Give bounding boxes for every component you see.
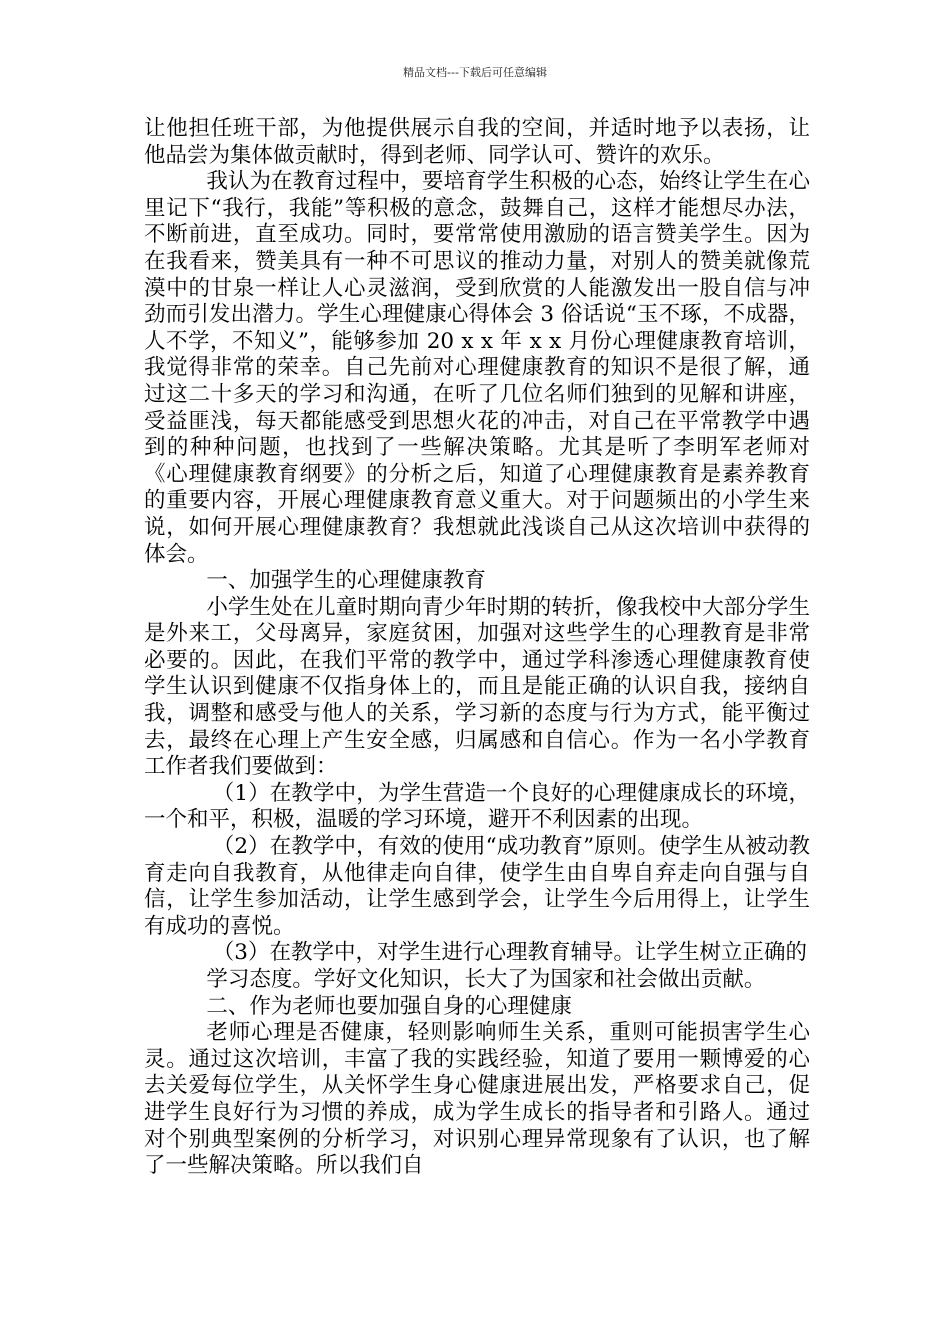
section-heading-student-mental-health: 一、加强学生的心理健康教育 [206,568,486,594]
document-body [144,116,810,1180]
paragraph-praise-continuation: 让他担任班干部，为他提供展示自我的空间，并适时地予以表扬，让他品尝为集体做贡献时，得到老师、同学认可、赞许的欢乐。 [144,116,810,168]
paragraph-teacher-mental-health: 老师心理是否健康，轻则影响师生关系，重则可能损害学生心灵。通过这次培训，丰富了我的实践经验，知道了要用一颗博爱的心去关爱每位学生，从关怀学生身心健康进展出发，严格要求自己，促进学生良好行为习惯的养成，成为学生成长的指导者和引路人。通过对个别典型案例的分析学习，对识别心理异常现象有了认识，也了解了一些解决策略。所以我们自 [144,1020,810,1179]
list-item-1: （1）在教学中，为学生营造一个良好的心理健康成长的环境，一个和平，积极，温暖的学习环境，避开不利因素的出现。 [144,780,810,833]
paragraph-positive-mindset: 我认为在教育过程中，要培育学生积极的心态，始终让学生在心里记下“我行，我能”等积极的意念，鼓舞自己，这样才能想尽办法，不断前进，直至成功。同时，要常常使用激励的语言赞美学生。因为在我看来，赞美具有一种不可思议的推动力量，对别人的赞美就像荒漠中的甘泉一样让人心灵滋润，受到欣赏的人能激发出一股自信与冲劲而引发出潜力。学生心理健康心得体会 3 俗话说“玉不琢，不成器，人不学，不知义”，能够参加 20 x x 年 x x 月份心理健康教育培训，我觉得非常的荣幸。自己先前对心理健康教育的知识不是很了解，通过这二十多天的学习和沟通，在听了几位名师们独到的见解和讲座，受益匪浅，每天都能感受到思想火花的冲击，对自己在平常教学中遇到的种种问题，也找到了一些解决策略。尤其是听了李明军老师对《心理健康教育纲要》的分析之后，知道了心理健康教育是素养教育的重要内容，开展心理健康教育意义重大。对于问题频出的小学生来说，如何开展心理健康教育？我想就此浅谈自己从这次培训中获得的体会。 [144,169,810,567]
paragraph-student-transition: 小学生处在儿童时期向青少年时期的转折，像我校中大部分学生是外来工，父母离异，家庭贫困，加强对这些学生的心理教育是非常必要的。因此，在我们平常的教学中，通过学科渗透心理健康教育使学生认识到健康不仅指身体上的，而且是能正确的认识自我，接纳自我，调整和感受与他人的关系，学习新的态度与行为方式，能平衡过去，最终在心理上产生安全感，归属感和自信心。作为一名小学教育工作者我们要做到： [144,594,810,780]
list-item-3: （3）在教学中，对学生进行心理教育辅导。让学生树立正确的 [212,940,807,966]
list-item-3-continuation: 学习态度。学好文化知识，长大了为国家和社会做出贡献。 [206,967,766,992]
section-heading-teacher-mental-health: 二、作为老师也要加强自身的心理健康 [206,993,572,1019]
page-header: 精品文档---下载后可任意编辑 [403,66,547,79]
list-item-2: （2）在教学中，有效的使用“成功教育”原则。使学生从被动教育走向自我教育，从他律走向自律，使学生由自卑自弃走向自强与自信，让学生参加活动，让学生感到学会，让学生今后用得上，让学生有成功的喜悦。 [144,834,810,939]
